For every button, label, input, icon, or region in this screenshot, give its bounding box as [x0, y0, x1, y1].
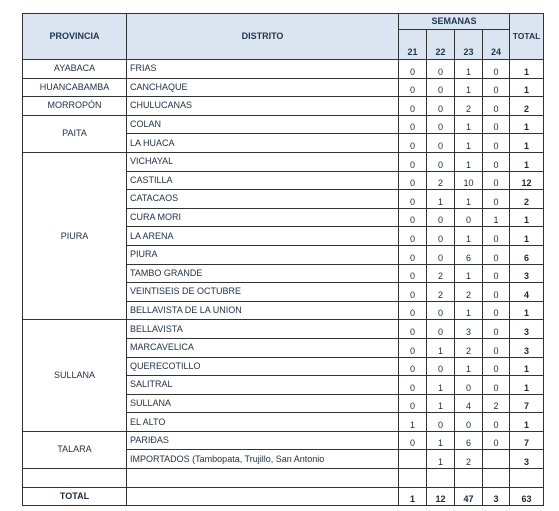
header-total: TOTAL: [510, 14, 544, 60]
week-21-cell: 0: [399, 134, 427, 153]
week-22-cell: 0: [427, 60, 455, 79]
week-23-cell: 4: [455, 394, 483, 413]
province-cell: [23, 469, 127, 488]
week-21-cell: 0: [399, 394, 427, 413]
week-24-cell: 1: [483, 208, 510, 227]
grand-total-value: 63: [510, 487, 544, 505]
province-cell: TALARA: [23, 431, 127, 468]
week-22-cell: 0: [427, 301, 455, 320]
province-cell: SULLANA: [23, 320, 127, 432]
week-23-cell: 1: [455, 264, 483, 283]
district-cell: CURA MORI: [127, 208, 399, 227]
week-22-cell: 0: [427, 134, 455, 153]
grand-total-row: [23, 487, 544, 505]
week-24-cell: 0: [483, 60, 510, 79]
week-23-cell: 10: [455, 171, 483, 190]
week-22-cell: 0: [427, 208, 455, 227]
district-cell: [127, 469, 399, 488]
week-21-cell: 0: [399, 431, 427, 450]
week-21-cell: 0: [399, 320, 427, 339]
week-23-cell: 0: [455, 413, 483, 432]
week-23-cell: 1: [455, 152, 483, 171]
district-cell: VICHAYAL: [127, 152, 399, 171]
week-22-cell: 0: [427, 245, 455, 264]
week-22-cell: 0: [427, 78, 455, 97]
week-24-cell: 0: [483, 301, 510, 320]
week-24-cell: 0: [483, 190, 510, 209]
grand-total-label: TOTAL: [23, 487, 127, 505]
row-total-cell: 7: [510, 431, 544, 450]
row-total-cell: 1: [510, 301, 544, 320]
week-22-cell: 2: [427, 171, 455, 190]
week-22-cell: 2: [427, 264, 455, 283]
row-total-cell: 2: [510, 97, 544, 116]
week-23-cell: 1: [455, 115, 483, 134]
row-total-cell: 3: [510, 338, 544, 357]
header-week-24: 24: [483, 30, 510, 60]
week-24-cell: 0: [483, 245, 510, 264]
week-22-cell: 1: [427, 338, 455, 357]
week-24-cell: 2: [483, 394, 510, 413]
district-cell: SALITRAL: [127, 376, 399, 395]
district-cell: CASTILLA: [127, 171, 399, 190]
district-cell: MARCAVELICA: [127, 338, 399, 357]
district-cell: EL ALTO: [127, 413, 399, 432]
province-cell: AYABACA: [23, 60, 127, 79]
week-21-cell: 0: [399, 301, 427, 320]
week-21-cell: 0: [399, 376, 427, 395]
row-total-cell: 1: [510, 134, 544, 153]
table-row: [23, 469, 544, 488]
row-total-cell: 1: [510, 78, 544, 97]
week-21-cell: 0: [399, 97, 427, 116]
week-22-cell: 0: [427, 227, 455, 246]
table-row: [23, 97, 544, 116]
header-week-21: 21: [399, 30, 427, 60]
week-23-cell: 1: [455, 60, 483, 79]
week-22-cell: 2: [427, 283, 455, 302]
province-cell: PIURA: [23, 152, 127, 319]
week-23-cell: [455, 469, 483, 488]
row-total-cell: 3: [510, 450, 544, 469]
week-24-cell: 0: [483, 413, 510, 432]
week-22-cell: 1: [427, 394, 455, 413]
week-24-cell: 0: [483, 78, 510, 97]
week-21-cell: 0: [399, 283, 427, 302]
week-23-cell: 0: [455, 208, 483, 227]
grand-total-w24: 3: [483, 487, 510, 505]
header-week-22: 22: [427, 30, 455, 60]
week-21-cell: 0: [399, 357, 427, 376]
week-24-cell: 0: [483, 357, 510, 376]
week-22-cell: 0: [427, 152, 455, 171]
week-21-cell: 0: [399, 227, 427, 246]
grand-total-blank: [127, 487, 399, 505]
district-cell: BELLAVISTA DE LA UNION: [127, 301, 399, 320]
district-cell: SULLANA: [127, 394, 399, 413]
district-cell: PIURA: [127, 245, 399, 264]
week-21-cell: 0: [399, 338, 427, 357]
week-21-cell: 0: [399, 190, 427, 209]
district-cell: PARIÐAS: [127, 431, 399, 450]
week-24-cell: 0: [483, 152, 510, 171]
table-row: [23, 60, 544, 79]
week-22-cell: 1: [427, 190, 455, 209]
row-total-cell: 6: [510, 245, 544, 264]
district-cell: QUERECOTILLO: [127, 357, 399, 376]
district-cell: CANCHAQUE: [127, 78, 399, 97]
week-21-cell: 0: [399, 78, 427, 97]
week-23-cell: 2: [455, 283, 483, 302]
district-cell: COLAN: [127, 115, 399, 134]
week-21-cell: 1: [399, 413, 427, 432]
week-22-cell: 1: [427, 376, 455, 395]
district-cell: CHULUCANAS: [127, 97, 399, 116]
week-23-cell: 1: [455, 301, 483, 320]
row-total-cell: 3: [510, 264, 544, 283]
grand-total-w22: 12: [427, 487, 455, 505]
week-21-cell: [399, 450, 427, 469]
week-24-cell: 0: [483, 320, 510, 339]
week-23-cell: 1: [455, 134, 483, 153]
week-22-cell: 1: [427, 450, 455, 469]
week-21-cell: 0: [399, 208, 427, 227]
district-cell: IMPORTADOS (Tambopata, Trujillo, San Antonio: [127, 450, 399, 469]
header-distrito: DISTRITO: [127, 14, 399, 60]
week-24-cell: [483, 450, 510, 469]
week-23-cell: 1: [455, 78, 483, 97]
row-total-cell: 1: [510, 227, 544, 246]
week-23-cell: 1: [455, 357, 483, 376]
week-24-cell: 0: [483, 264, 510, 283]
week-22-cell: 0: [427, 320, 455, 339]
week-22-cell: 1: [427, 431, 455, 450]
week-24-cell: 0: [483, 171, 510, 190]
week-24-cell: 0: [483, 97, 510, 116]
table-row: [23, 78, 544, 97]
week-22-cell: 0: [427, 115, 455, 134]
week-24-cell: 0: [483, 376, 510, 395]
cases-by-district-table: [22, 13, 544, 506]
district-cell: BELLAVISTA: [127, 320, 399, 339]
header-semanas: SEMANAS: [399, 14, 510, 30]
week-24-cell: 0: [483, 283, 510, 302]
week-23-cell: 2: [455, 97, 483, 116]
row-total-cell: 1: [510, 152, 544, 171]
week-23-cell: 0: [455, 376, 483, 395]
week-21-cell: [399, 469, 427, 488]
row-total-cell: 1: [510, 115, 544, 134]
header-week-23: 23: [455, 30, 483, 60]
week-21-cell: 0: [399, 152, 427, 171]
week-23-cell: 1: [455, 190, 483, 209]
week-24-cell: [483, 469, 510, 488]
district-cell: LA ARENA: [127, 227, 399, 246]
district-cell: CATACAOS: [127, 190, 399, 209]
header-provincia: PROVINCIA: [23, 14, 127, 60]
row-total-cell: 3: [510, 320, 544, 339]
table-body: [23, 60, 544, 488]
week-21-cell: 0: [399, 245, 427, 264]
week-21-cell: 0: [399, 60, 427, 79]
district-cell: LA HUACA: [127, 134, 399, 153]
week-23-cell: 6: [455, 245, 483, 264]
week-22-cell: [427, 469, 455, 488]
province-cell: MORROPÓN: [23, 97, 127, 116]
row-total-cell: 4: [510, 283, 544, 302]
week-23-cell: 2: [455, 338, 483, 357]
row-total-cell: 1: [510, 357, 544, 376]
province-cell: HUANCABAMBA: [23, 78, 127, 97]
week-23-cell: 2: [455, 450, 483, 469]
row-total-cell: 1: [510, 376, 544, 395]
week-23-cell: 1: [455, 227, 483, 246]
week-22-cell: 0: [427, 413, 455, 432]
grand-total-w23: 47: [455, 487, 483, 505]
table-row: [23, 320, 544, 339]
row-total-cell: [510, 469, 544, 488]
province-cell: PAITA: [23, 115, 127, 152]
row-total-cell: 1: [510, 413, 544, 432]
row-total-cell: 7: [510, 394, 544, 413]
week-24-cell: 0: [483, 115, 510, 134]
table-row: [23, 431, 544, 450]
district-cell: TAMBO GRANDE: [127, 264, 399, 283]
week-23-cell: 3: [455, 320, 483, 339]
week-24-cell: 0: [483, 338, 510, 357]
table-row: [23, 152, 544, 171]
district-cell: FRIAS: [127, 60, 399, 79]
week-21-cell: 0: [399, 171, 427, 190]
week-24-cell: 0: [483, 134, 510, 153]
row-total-cell: 1: [510, 208, 544, 227]
week-24-cell: 0: [483, 431, 510, 450]
week-24-cell: 0: [483, 227, 510, 246]
grand-total-w21: 1: [399, 487, 427, 505]
week-21-cell: 0: [399, 264, 427, 283]
row-total-cell: 12: [510, 171, 544, 190]
row-total-cell: 2: [510, 190, 544, 209]
week-22-cell: 0: [427, 357, 455, 376]
row-total-cell: 1: [510, 60, 544, 79]
week-23-cell: 6: [455, 431, 483, 450]
district-cell: VEINTISEIS DE OCTUBRE: [127, 283, 399, 302]
week-22-cell: 0: [427, 97, 455, 116]
week-21-cell: 0: [399, 115, 427, 134]
table-row: [23, 115, 544, 134]
